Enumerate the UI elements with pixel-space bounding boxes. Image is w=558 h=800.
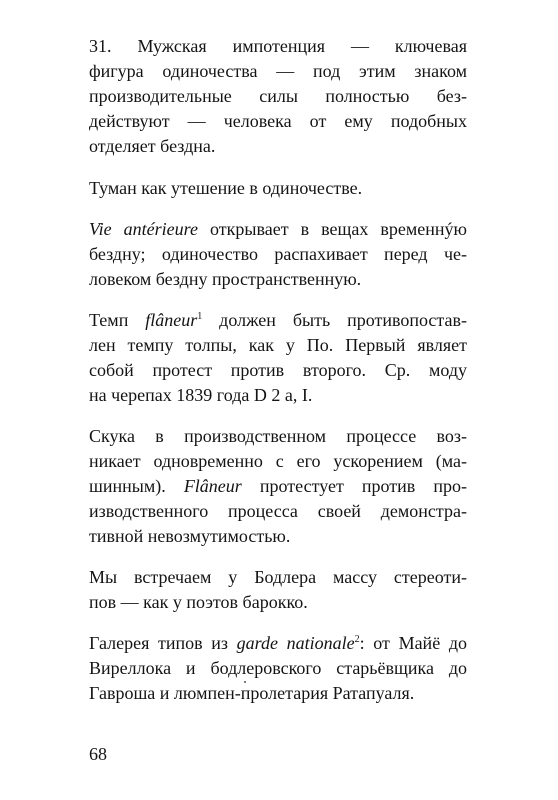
text-line: собой протест против второго. Ср. моду bbox=[89, 360, 467, 380]
text-line: Виреллока и бодлеровского старьёвщика до bbox=[89, 658, 467, 678]
paragraph-fog bbox=[89, 176, 467, 201]
italic-term: garde nationale bbox=[236, 633, 355, 653]
text-line: производительные силы полностью без- bbox=[89, 86, 467, 106]
italic-term: flâneur bbox=[145, 310, 198, 330]
text-line: 31. Мужская импотенция — ключевая bbox=[89, 36, 467, 56]
italic-term: Vie antérieure bbox=[89, 219, 198, 239]
text-line: отделяет бездна. bbox=[89, 136, 216, 156]
paragraph-stereotypes bbox=[89, 565, 467, 615]
text-line bbox=[89, 474, 467, 499]
paragraph-31 bbox=[89, 34, 467, 159]
page-number: 68 bbox=[89, 744, 107, 764]
text-line: изводственного процесса своей демонстра- bbox=[89, 501, 467, 521]
text-line: Скука в производственном процессе воз- bbox=[89, 426, 467, 446]
text-line: Гавроша и люмпен-пролетария Ратапуаля. bbox=[89, 683, 415, 703]
print-speck bbox=[244, 681, 246, 683]
text-run: открывает в вещах временнýю bbox=[198, 219, 467, 239]
text-line: Туман как утешение в одиночестве. bbox=[89, 178, 363, 198]
italic-term: Flâneur bbox=[183, 476, 242, 496]
text-run: должен быть противопостав- bbox=[202, 310, 467, 330]
text-run: Галерея типов из bbox=[89, 633, 237, 653]
text-run: протестует против про- bbox=[241, 476, 467, 496]
paragraph-boredom bbox=[89, 424, 467, 549]
text-line: бездну; одиночество распахивает перед че- bbox=[89, 244, 467, 264]
page-body bbox=[89, 34, 467, 722]
text-line: действуют — человека от ему подобных bbox=[89, 111, 467, 131]
text-line: ловеком бездну пространственную. bbox=[89, 269, 362, 289]
text-line: лен темпу толпы, как у По. Первый являет bbox=[89, 335, 467, 355]
text-line bbox=[89, 631, 467, 656]
text-line: тивной невозмутимостью. bbox=[89, 526, 291, 546]
paragraph-flaneur-tempo bbox=[89, 308, 467, 408]
text-line: Мы встречаем у Бодлера массу стереоти- bbox=[89, 567, 467, 587]
paragraph-gallery-of-types bbox=[89, 631, 467, 706]
footnote-marker: 2 bbox=[354, 634, 360, 645]
text-run: шинным). bbox=[89, 476, 184, 496]
text-line bbox=[89, 217, 467, 242]
text-run: : от Майё до bbox=[359, 633, 467, 653]
text-line: фигура одиночества — под этим знаком bbox=[89, 61, 467, 81]
text-run: Темп bbox=[89, 310, 146, 330]
text-line: пов — как у поэтов барокко. bbox=[89, 592, 308, 612]
paragraph-vie-anterieure bbox=[89, 217, 467, 292]
text-line: на черепах 1839 года D 2 a, I. bbox=[89, 385, 313, 405]
text-line bbox=[89, 308, 467, 333]
footnote-marker: 1 bbox=[197, 311, 203, 322]
text-line: никает одновременно с его ускорением (ма- bbox=[89, 451, 467, 471]
